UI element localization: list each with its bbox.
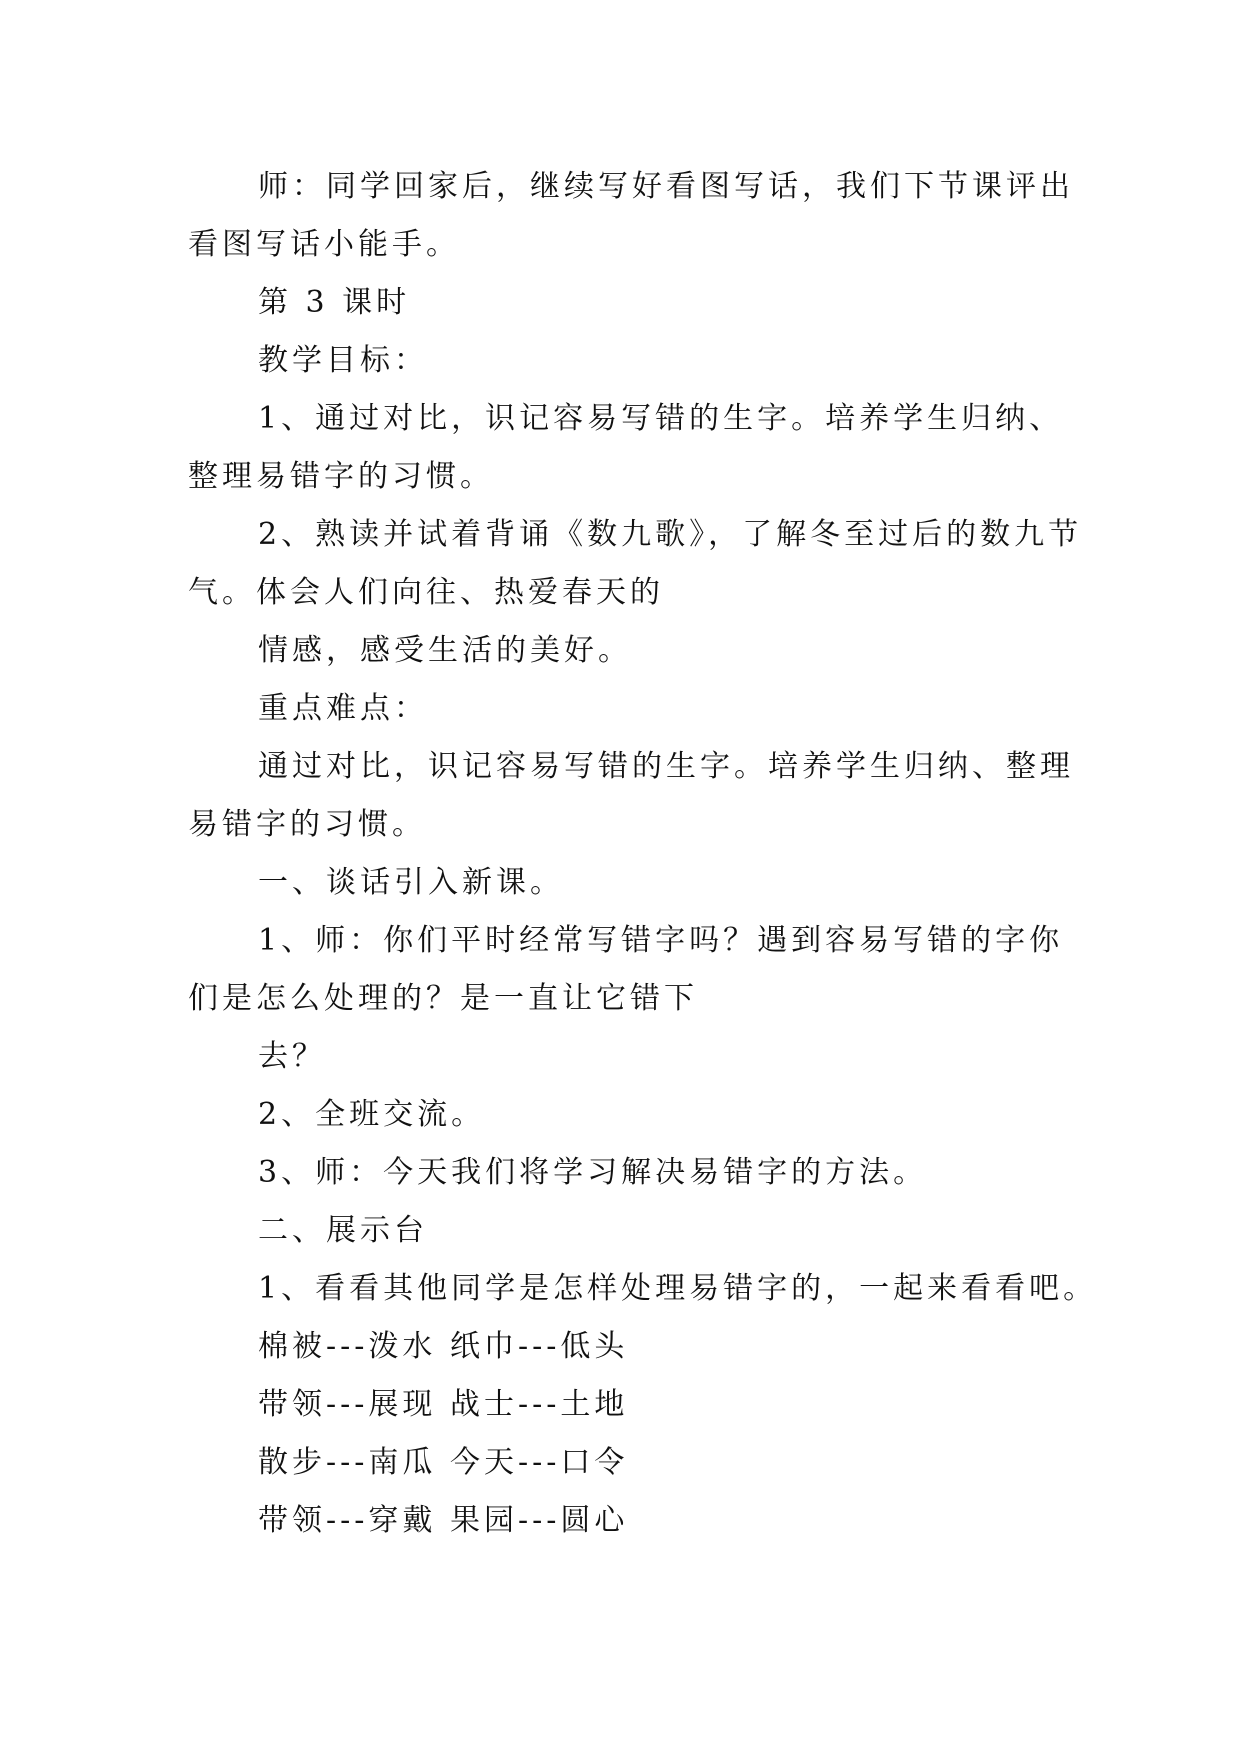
paragraph-line: 看图写话小能手。 (188, 227, 460, 262)
paragraph-line: 气。体会人们向往、热爱春天的 (188, 575, 664, 610)
paragraph-line: 情感，感受生活的美好。 (258, 633, 632, 668)
paragraph-line: 去？ (258, 1039, 326, 1074)
paragraph-line: 1、通过对比，识记容易写错的生字。培养学生归纳、 (258, 401, 1064, 436)
paragraph-line: 2、熟读并试着背诵《数九歌》，了解冬至过后的数九节 (258, 517, 1083, 552)
lesson-heading: 第 3 课时 (258, 285, 411, 320)
word-pair-line: 散步---南瓜 今天---口令 (258, 1445, 629, 1480)
section-heading: 二、展示台 (258, 1213, 428, 1248)
word-pair-line: 带领---穿戴 果园---圆心 (258, 1503, 629, 1538)
section-heading: 教学目标： (258, 343, 428, 378)
paragraph-line: 2、全班交流。 (258, 1097, 486, 1132)
paragraph-line: 1、师：你们平时经常写错字吗？遇到容易写错的字你 (258, 923, 1064, 958)
paragraph-line: 师：同学回家后，继续写好看图写话，我们下节课评出 (258, 169, 1074, 204)
paragraph-line: 易错字的习惯。 (188, 807, 426, 842)
word-pair-line: 带领---展现 战士---土地 (258, 1387, 629, 1422)
paragraph-line: 们是怎么处理的？是一直让它错下 (188, 981, 698, 1016)
paragraph-line: 整理易错字的习惯。 (188, 459, 494, 494)
paragraph-line: 通过对比，识记容易写错的生字。培养学生归纳、整理 (258, 749, 1074, 784)
paragraph-line: 3、师：今天我们将学习解决易错字的方法。 (258, 1155, 928, 1190)
word-pair-line: 棉被---泼水 纸巾---低头 (258, 1329, 629, 1364)
paragraph-line: 1、看看其他同学是怎样处理易错字的，一起来看看吧。 (258, 1271, 1098, 1306)
section-heading: 一、谈话引入新课。 (258, 865, 564, 900)
section-heading: 重点难点： (258, 691, 428, 726)
